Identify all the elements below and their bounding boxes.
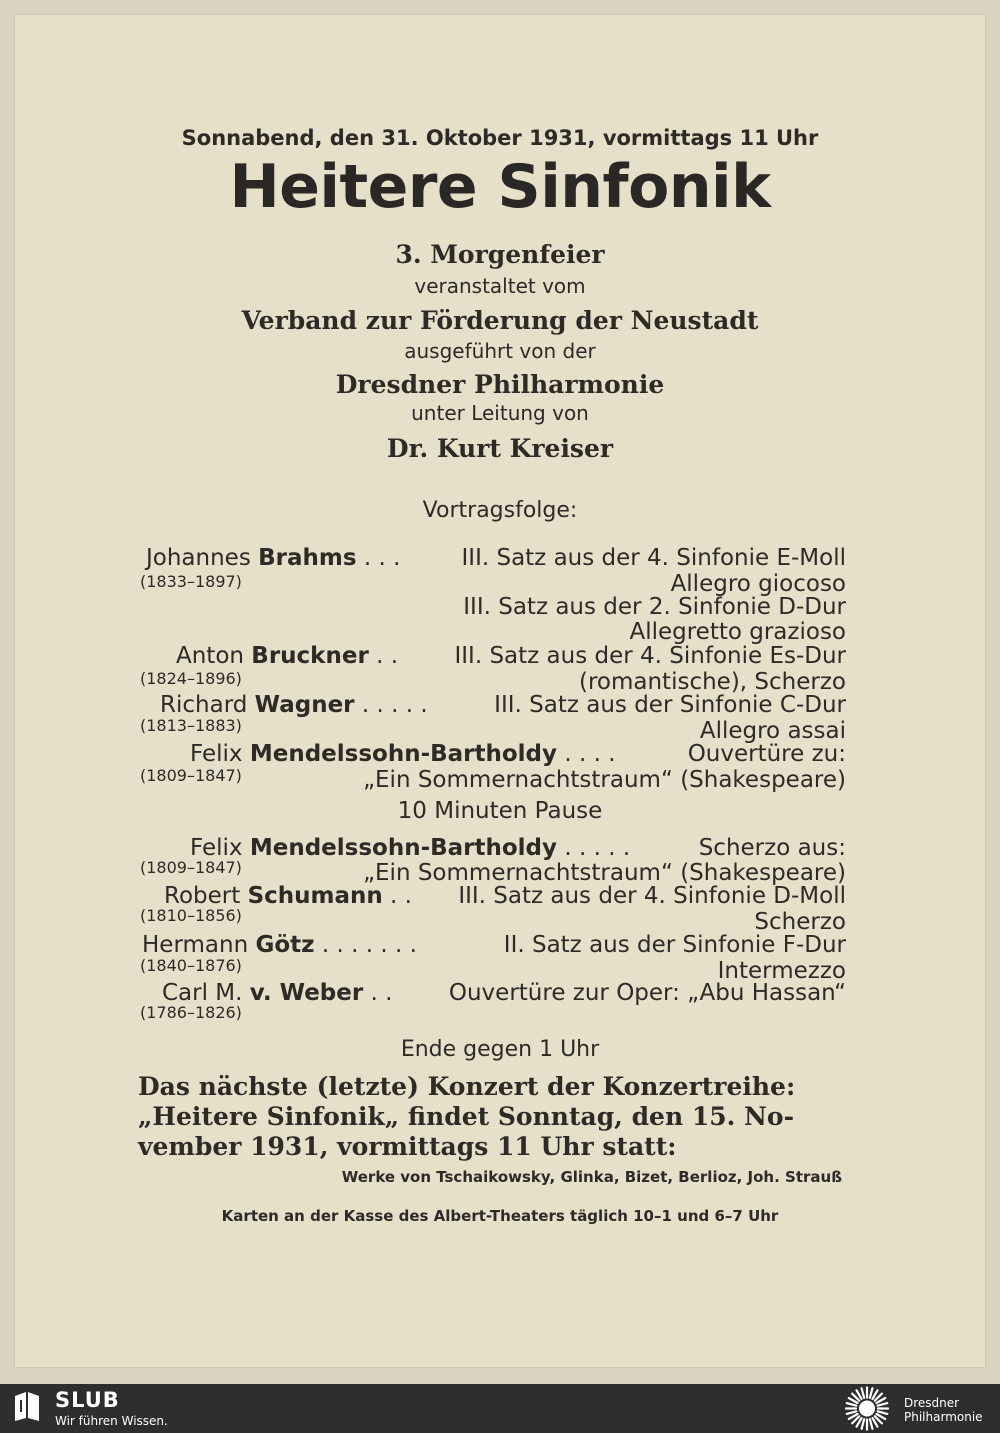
work-detail: „Ein Sommernachtstraum“ (Shakespeare)	[363, 860, 846, 886]
partner-name-line-1: Dresdner	[904, 1396, 960, 1410]
composer-dates: (1840–1876)	[140, 956, 242, 975]
sunburst-ray	[847, 1411, 857, 1414]
concert-title: Heitere Sinfonik	[229, 152, 771, 222]
work-detail: (romantische), Scherzo	[578, 669, 846, 695]
performed-by-label: ausgeführt von der	[404, 339, 596, 363]
program-item	[140, 932, 846, 958]
composer: Robert Schumann . .	[164, 883, 412, 909]
composer: Johannes Brahms . . .	[146, 545, 401, 571]
composer-dates: (1824–1896)	[140, 669, 242, 688]
composer: Richard Wagner . . . . .	[160, 692, 428, 718]
end-time: Ende gegen 1 Uhr	[400, 1037, 600, 1062]
composer-dates: (1809–1847)	[140, 766, 242, 785]
concert-date: Sonnabend, den 31. Oktober 1931, vormittags 11 Uhr	[181, 126, 819, 150]
conductor-label: unter Leitung von	[411, 401, 589, 425]
concert-subtitle: 3. Morgenfeier	[395, 240, 605, 269]
organizer: Verband zur Förderung der Neustadt	[241, 306, 759, 335]
program-heading: Vortragsfolge:	[422, 498, 578, 523]
program-item	[140, 741, 846, 767]
philharmonie-sunburst-icon	[842, 1385, 892, 1432]
conductor: Dr. Kurt Kreiser	[386, 434, 614, 463]
sunburst-ray	[878, 1403, 888, 1406]
next-concert-line-1: Das nächste (letzte) Konzert der Konzertreihe:	[138, 1072, 796, 1101]
ticket-info: Karten an der Kasse des Albert-Theaters täglich 10–1 und 6–7 Uhr	[221, 1207, 779, 1225]
work-title: II. Satz aus der Sinfonie F-Dur	[503, 932, 846, 958]
program-item	[140, 835, 846, 861]
program-item	[140, 545, 846, 571]
work-title: III. Satz aus der 4. Sinfonie Es-Dur	[454, 643, 846, 669]
program-item	[140, 980, 846, 1006]
work-title: III. Satz aus der 4. Sinfonie E-Moll	[461, 545, 846, 571]
work-detail: „Ein Sommernachtstraum“ (Shakespeare)	[363, 767, 846, 793]
sunburst-ray	[847, 1403, 857, 1406]
work-title: Scherzo aus:	[698, 835, 846, 861]
work-title: Ouvertüre zur Oper: „Abu Hassan“	[448, 980, 846, 1006]
next-concert-works: Werke von Tschaikowsky, Glinka, Bizet, Berlioz, Joh. Strauß	[341, 1168, 842, 1186]
slub-book-icon	[12, 1390, 42, 1422]
work-title: Ouvertüre zu:	[687, 741, 846, 767]
library-name: SLUB	[55, 1388, 120, 1412]
work-detail: Allegro giocoso	[670, 571, 846, 597]
partner-name	[904, 1396, 983, 1424]
next-concert-line-2: „Heitere Sinfonik„ findet Sonntag, den 15. No-	[138, 1102, 794, 1131]
work-detail: Allegretto grazioso	[629, 619, 846, 645]
library-claim: Wir führen Wissen.	[55, 1414, 168, 1428]
sunburst-ray	[862, 1388, 865, 1398]
sunburst-ray	[878, 1411, 888, 1414]
work-detail: Allegro assai	[699, 718, 846, 744]
composer: Felix Mendelssohn-Bartholdy . . . . .	[190, 835, 631, 861]
composer-dates: (1833–1897)	[140, 572, 242, 591]
sunburst-ray	[870, 1419, 873, 1429]
composer: Hermann Götz . . . . . . .	[142, 932, 417, 958]
partner-name-line-2: Philharmonie	[904, 1410, 983, 1424]
composer-dates: (1809–1847)	[140, 858, 242, 877]
work-detail: Scherzo	[754, 909, 846, 935]
composer-dates: (1813–1883)	[140, 716, 242, 735]
composer-dates: (1810–1856)	[140, 906, 242, 925]
work-title: III. Satz aus der 2. Sinfonie D-Dur	[463, 594, 846, 620]
composer: Felix Mendelssohn-Bartholdy . . . .	[190, 741, 616, 767]
program-item	[140, 883, 846, 909]
program-item	[140, 643, 846, 669]
work-title: III. Satz aus der 4. Sinfonie D-Moll	[458, 883, 846, 909]
footer-bar	[0, 1384, 1000, 1433]
composer-dates: (1786–1826)	[140, 1003, 242, 1022]
sunburst-ray	[862, 1419, 865, 1429]
work-detail: Intermezzo	[717, 958, 846, 984]
next-concert-line-3: vember 1931, vormittags 11 Uhr statt:	[138, 1132, 677, 1161]
orchestra: Dresdner Philharmonie	[335, 370, 665, 399]
intermission: 10 Minuten Pause	[397, 798, 603, 824]
program-item	[140, 692, 846, 718]
composer: Carl M. v. Weber . .	[162, 980, 393, 1006]
work-title: III. Satz aus der Sinfonie C-Dur	[494, 692, 846, 718]
organized-by-label: veranstaltet vom	[414, 274, 586, 298]
composer: Anton Bruckner . .	[176, 643, 399, 669]
sunburst-ray	[870, 1388, 873, 1398]
